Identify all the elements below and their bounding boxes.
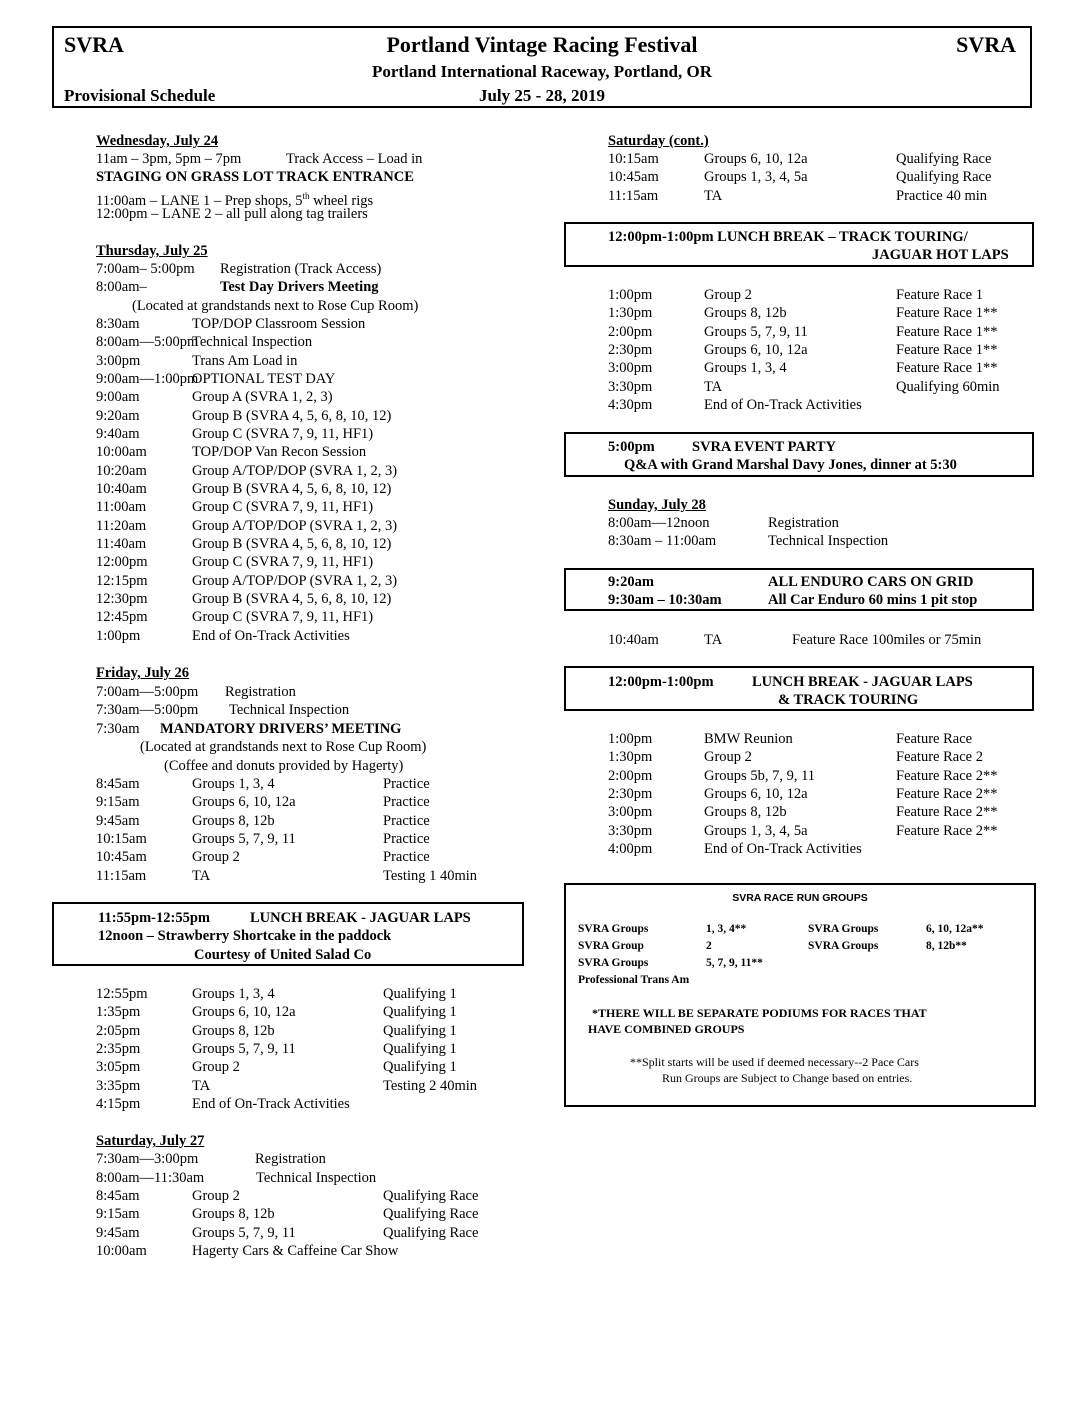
thu-reg-event: Registration (Track Access) xyxy=(220,261,382,277)
fri-row-1-col-2: Groups 1, 3, 4 xyxy=(192,776,275,792)
satc-pm-row-7-col-2: End of On-Track Activities xyxy=(704,396,862,413)
sun-reg-time: 8:00am—12noon xyxy=(608,515,710,531)
wed-staging: STAGING ON GRASS LOT TRACK ENTRANCE xyxy=(96,169,414,185)
fri-lunch-title: LUNCH BREAK - JAGUAR LAPS xyxy=(250,910,471,926)
satc-row-2-col-1: 10:45am xyxy=(608,169,659,186)
sun-row-7-col-2: End of On-Track Activities xyxy=(704,840,862,857)
run-groups-change-note: Run Groups are Subject to Change based on entries. xyxy=(662,1071,913,1085)
satc-row-1-col-1: 10:15am xyxy=(608,151,659,167)
party-box xyxy=(564,432,1034,477)
thu-row-4-col-2: OPTIONAL TEST DAY xyxy=(192,370,336,387)
fri-mtg-time: 7:30am xyxy=(96,721,140,737)
sun-row-3-col-2: Groups 5b, 7, 9, 11 xyxy=(704,767,816,784)
fri-row-6-col-3: Testing 1 40min xyxy=(383,867,478,884)
run-groups-title: SVRA RACE RUN GROUPS xyxy=(732,892,868,904)
day-heading-saturday-cont: Saturday (cont.) xyxy=(608,133,709,149)
fri-lunch-time: 11:55pm-12:55pm xyxy=(98,910,210,926)
fri-row-4-col-3: Practice xyxy=(383,830,430,847)
sun-row-1-col-2: BMW Reunion xyxy=(704,731,793,747)
sat-row-3-col-1: 9:45am xyxy=(96,1224,140,1241)
thu-mtg-event: Test Day Drivers Meeting xyxy=(220,279,379,295)
satc-pm-row-7-col-1: 4:30pm xyxy=(608,396,653,413)
fri-pm-row-1-col-1: 12:55pm xyxy=(96,986,148,1002)
group-value-4: 8, 12b** xyxy=(926,940,967,952)
sun-lunch-time: 12:00pm-1:00pm xyxy=(608,674,714,690)
thu-row-11-col-1: 11:00am xyxy=(96,499,147,516)
fri-mtg-coffee: (Coffee and donuts provided by Hagerty) xyxy=(164,758,404,774)
fri-row-3-col-1: 9:45am xyxy=(96,812,140,829)
thu-row-17-col-1: 12:45pm xyxy=(96,609,148,626)
thu-row-1-col-2: TOP/DOP Classroom Session xyxy=(192,316,366,332)
fri-pm-row-3-col-3: Qualifying 1 xyxy=(383,1022,457,1039)
podium-note-2: HAVE COMBINED GROUPS xyxy=(588,1022,745,1036)
thu-row-16-col-2: Group B (SVRA 4, 5, 6, 8, 10, 12) xyxy=(192,590,392,607)
sun-row-3-col-1: 2:00pm xyxy=(608,767,653,784)
thu-row-5-col-1: 9:00am xyxy=(96,389,140,406)
satc-row-1-col-2: Groups 6, 10, 12a xyxy=(704,151,808,167)
sat-row-4-col-2: Hagerty Cars & Caffeine Car Show xyxy=(192,1242,399,1259)
thu-row-15-col-1: 12:15pm xyxy=(96,572,148,589)
run-groups-box xyxy=(564,883,1036,1107)
fri-pm-row-1-col-3: Qualifying 1 xyxy=(383,986,457,1002)
fri-row-1-col-1: 8:45am xyxy=(96,776,140,792)
satc-row-2-col-2: Groups 1, 3, 4, 5a xyxy=(704,169,808,186)
sun-row-4-col-1: 2:30pm xyxy=(608,785,653,802)
sun-row-5-col-1: 3:00pm xyxy=(608,804,653,821)
sat-row-1-col-2: Group 2 xyxy=(192,1188,240,1204)
wed-event-1: Track Access – Load in xyxy=(286,151,423,167)
sun-row-5-col-2: Groups 8, 12b xyxy=(704,804,787,821)
party-details: Q&A with Grand Marshal Davy Jones, dinner at 5:30 xyxy=(624,457,957,473)
fri-pm-row-1-col-2: Groups 1, 3, 4 xyxy=(192,986,275,1002)
grid-event: ALL ENDURO CARS ON GRID xyxy=(768,574,974,590)
fri-pm-row-6-col-2: TA xyxy=(192,1077,211,1094)
thu-row-15-col-2: Group A/TOP/DOP (SVRA 1, 2, 3) xyxy=(192,572,398,589)
fri-pm-row-7-col-1: 4:15pm xyxy=(96,1095,141,1112)
enduro-box xyxy=(564,568,1034,611)
day-heading-saturday: Saturday, July 27 xyxy=(96,1133,205,1149)
party-title: SVRA EVENT PARTY xyxy=(692,439,836,455)
fri-row-1-col-3: Practice xyxy=(383,776,430,792)
thu-row-4-col-1: 9:00am—1:00pm xyxy=(96,370,199,387)
fri-row-2-col-2: Groups 6, 10, 12a xyxy=(192,794,296,811)
sat-row-2-col-2: Groups 8, 12b xyxy=(192,1206,275,1223)
sun-row-6-col-2: Groups 1, 3, 4, 5a xyxy=(704,822,808,839)
fri-pm-row-5-col-2: Group 2 xyxy=(192,1059,240,1076)
thu-row-17-col-2: Group C (SVRA 7, 9, 11, HF1) xyxy=(192,609,374,626)
split-start-note: **Split starts will be used if deemed necessary--2 Pace Cars xyxy=(630,1055,919,1069)
sat-row-2-col-1: 9:15am xyxy=(96,1206,140,1223)
sat-tech-event: Technical Inspection xyxy=(256,1170,377,1186)
fri-pm-row-2-col-3: Qualifying 1 xyxy=(383,1004,457,1021)
fri-lunch-shortcake: 12noon – Strawberry Shortcake in the paddock xyxy=(98,928,392,944)
sat-row-1-col-3: Qualifying Race xyxy=(383,1188,479,1204)
satc-row-3-col-1: 11:15am xyxy=(608,187,659,204)
satc-pm-row-6-col-3: Qualifying 60min xyxy=(896,378,1000,395)
fri-row-3-col-3: Practice xyxy=(383,812,430,829)
fri-reg-time: 7:00am—5:00pm xyxy=(96,684,199,700)
thu-row-8-col-1: 10:00am xyxy=(96,444,147,461)
fri-pm-row-2-col-1: 1:35pm xyxy=(96,1004,141,1021)
schedule-status: Provisional Schedule xyxy=(64,86,216,105)
fri-row-6-col-2: TA xyxy=(192,867,211,884)
satc-row-3-col-3: Practice 40 min xyxy=(896,187,988,204)
sat-lunch-box xyxy=(564,222,1034,267)
header-right-org: SVRA xyxy=(956,32,1016,57)
fri-row-5-col-1: 10:45am xyxy=(96,849,147,866)
venue: Portland International Raceway, Portland, OR xyxy=(372,62,712,81)
satc-row-1-col-3: Qualifying Race xyxy=(896,151,992,167)
fri-pm-row-2-col-2: Groups 6, 10, 12a xyxy=(192,1004,296,1021)
thu-mtg-time: 8:00am– xyxy=(96,279,147,295)
satc-pm-row-3-col-1: 2:00pm xyxy=(608,323,653,340)
sun-row-2-col-3: Feature Race 2 xyxy=(896,749,983,766)
wed-lane-1: 11:00am – LANE 1 – Prep shops, 5th wheel rigs xyxy=(96,191,374,209)
sun-row-6-col-1: 3:30pm xyxy=(608,822,653,839)
thu-row-6-col-1: 9:20am xyxy=(96,407,140,424)
fri-row-6-col-1: 11:15am xyxy=(96,867,147,884)
day-heading-sunday: Sunday, July 28 xyxy=(608,497,706,513)
enduro-time: 9:30am – 10:30am xyxy=(608,592,722,608)
fri-mtg-location: (Located at grandstands next to Rose Cup Room) xyxy=(140,739,427,755)
fri-row-4-col-1: 10:15am xyxy=(96,830,147,847)
thu-row-12-col-2: Group A/TOP/DOP (SVRA 1, 2, 3) xyxy=(192,517,398,534)
group-label-3: SVRA Group xyxy=(578,940,644,952)
thu-row-7-col-2: Group C (SVRA 7, 9, 11, HF1) xyxy=(192,425,374,442)
group-label-2: SVRA Groups xyxy=(808,923,879,935)
satc-pm-row-3-col-3: Feature Race 1** xyxy=(896,323,998,340)
thu-row-10-col-1: 10:40am xyxy=(96,480,147,497)
thu-row-3-col-1: 3:00pm xyxy=(96,352,141,369)
thu-row-13-col-2: Group B (SVRA 4, 5, 6, 8, 10, 12) xyxy=(192,535,392,552)
sat-row-2-col-3: Qualifying Race xyxy=(383,1206,479,1223)
fri-pm-row-5-col-1: 3:05pm xyxy=(96,1059,141,1076)
group-label-1: SVRA Groups xyxy=(578,923,649,935)
fri-mtg-event: MANDATORY DRIVERS’ MEETING xyxy=(160,721,402,737)
sun-ta-time: 10:40am xyxy=(608,632,659,648)
sat-reg-time: 7:30am—3:00pm xyxy=(96,1151,199,1167)
sun-row-4-col-2: Groups 6, 10, 12a xyxy=(704,785,808,802)
group-value-3: 2 xyxy=(706,940,712,952)
fri-row-2-col-3: Practice xyxy=(383,794,430,811)
header-left-org: SVRA xyxy=(64,32,124,57)
sat-lunch-line-1: 12:00pm-1:00pm LUNCH BREAK – TRACK TOURING/ xyxy=(608,229,968,245)
thu-row-7-col-1: 9:40am xyxy=(96,425,140,442)
thu-row-10-col-2: Group B (SVRA 4, 5, 6, 8, 10, 12) xyxy=(192,480,392,497)
sun-row-1-col-1: 1:00pm xyxy=(608,731,653,747)
thu-row-12-col-1: 11:20am xyxy=(96,517,147,534)
sun-row-6-col-3: Feature Race 2** xyxy=(896,822,998,839)
wed-lane-2: 12:00pm – LANE 2 – all pull along tag trailers xyxy=(96,206,368,222)
sat-row-1-col-1: 8:45am xyxy=(96,1188,140,1204)
group-label-5: SVRA Groups xyxy=(578,957,649,969)
fri-pm-row-3-col-1: 2:05pm xyxy=(96,1022,141,1039)
thu-row-3-col-2: Trans Am Load in xyxy=(192,352,298,369)
thu-row-2-col-2: Technical Inspection xyxy=(192,334,313,351)
fri-pm-row-4-col-3: Qualifying 1 xyxy=(383,1040,457,1057)
sun-tech-time: 8:30am – 11:00am xyxy=(608,533,717,549)
event-dates: July 25 - 28, 2019 xyxy=(478,86,606,105)
satc-pm-row-5-col-3: Feature Race 1** xyxy=(896,360,998,377)
sun-row-2-col-1: 1:30pm xyxy=(608,749,653,766)
sat-row-3-col-2: Groups 5, 7, 9, 11 xyxy=(192,1224,296,1241)
satc-pm-row-2-col-3: Feature Race 1** xyxy=(896,305,998,322)
sun-lunch-title: LUNCH BREAK - JAGUAR LAPS xyxy=(752,674,973,690)
thu-row-18-col-1: 1:00pm xyxy=(96,627,141,644)
satc-pm-row-1-col-1: 1:00pm xyxy=(608,287,653,303)
thu-row-1-col-1: 8:30am xyxy=(96,316,140,332)
group-value-2: 6, 10, 12a** xyxy=(926,923,984,935)
party-time: 5:00pm xyxy=(608,439,655,455)
fri-reg-event: Registration xyxy=(225,684,296,700)
fri-tech-event: Technical Inspection xyxy=(229,702,350,718)
fri-pm-row-4-col-2: Groups 5, 7, 9, 11 xyxy=(192,1040,296,1057)
sun-ta-event: Feature Race 100miles or 75min xyxy=(792,632,982,648)
sat-tech-time: 8:00am—11:30am xyxy=(96,1170,205,1186)
satc-pm-row-4-col-1: 2:30pm xyxy=(608,341,653,358)
group-label-4: SVRA Groups xyxy=(808,940,879,952)
sun-row-2-col-2: Group 2 xyxy=(704,749,752,766)
group-value-5: 5, 7, 9, 11** xyxy=(706,957,763,969)
sun-lunch-box xyxy=(564,666,1034,711)
sun-reg-event: Registration xyxy=(768,515,839,531)
satc-pm-row-5-col-2: Groups 1, 3, 4 xyxy=(704,360,787,377)
podium-note-1: *THERE WILL BE SEPARATE PODIUMS FOR RACES THAT xyxy=(592,1006,927,1020)
header-box xyxy=(52,26,1032,108)
sun-lunch-touring: & TRACK TOURING xyxy=(778,692,919,708)
fri-row-4-col-2: Groups 5, 7, 9, 11 xyxy=(192,830,296,847)
sun-ta-group: TA xyxy=(704,632,723,648)
sun-row-1-col-3: Feature Race xyxy=(896,731,973,747)
group-trans-am: Professional Trans Am xyxy=(578,974,690,986)
wed-time-1: 11am – 3pm, 5pm – 7pm xyxy=(96,151,242,167)
thu-row-13-col-1: 11:40am xyxy=(96,535,147,552)
sun-row-4-col-3: Feature Race 2** xyxy=(896,785,998,802)
satc-pm-row-5-col-1: 3:00pm xyxy=(608,360,653,377)
fri-pm-row-6-col-1: 3:35pm xyxy=(96,1077,141,1094)
fri-row-5-col-2: Group 2 xyxy=(192,849,240,866)
sun-row-3-col-3: Feature Race 2** xyxy=(896,767,998,784)
day-heading-friday: Friday, July 26 xyxy=(96,665,190,681)
fri-row-5-col-3: Practice xyxy=(383,849,430,866)
satc-row-3-col-2: TA xyxy=(704,187,723,204)
sun-row-5-col-3: Feature Race 2** xyxy=(896,804,998,821)
thu-reg-time: 7:00am– 5:00pm xyxy=(96,261,195,277)
sat-reg-event: Registration xyxy=(255,1151,326,1167)
thu-row-8-col-2: TOP/DOP Van Recon Session xyxy=(192,444,367,461)
satc-pm-row-6-col-2: TA xyxy=(704,378,723,395)
satc-pm-row-6-col-1: 3:30pm xyxy=(608,378,653,395)
page-title: Portland Vintage Racing Festival xyxy=(386,32,698,57)
fri-row-3-col-2: Groups 8, 12b xyxy=(192,812,275,829)
fri-row-2-col-1: 9:15am xyxy=(96,794,140,811)
thu-row-14-col-1: 12:00pm xyxy=(96,554,148,571)
satc-pm-row-3-col-2: Groups 5, 7, 9, 11 xyxy=(704,323,808,340)
sat-lunch-line-2: JAGUAR HOT LAPS xyxy=(872,247,1009,263)
satc-pm-row-1-col-3: Feature Race 1 xyxy=(896,287,983,303)
sun-tech-event: Technical Inspection xyxy=(768,533,889,549)
fri-lunch-courtesy: Courtesy of United Salad Co xyxy=(194,947,372,963)
enduro-event: All Car Enduro 60 mins 1 pit stop xyxy=(768,592,978,608)
satc-pm-row-4-col-2: Groups 6, 10, 12a xyxy=(704,341,808,358)
fri-pm-row-5-col-3: Qualifying 1 xyxy=(383,1059,457,1076)
grid-time: 9:20am xyxy=(608,574,654,590)
thu-row-11-col-2: Group C (SVRA 7, 9, 11, HF1) xyxy=(192,499,374,516)
thu-row-9-col-2: Group A/TOP/DOP (SVRA 1, 2, 3) xyxy=(192,462,398,479)
satc-pm-row-2-col-1: 1:30pm xyxy=(608,305,653,322)
fri-pm-row-3-col-2: Groups 8, 12b xyxy=(192,1022,275,1039)
thu-row-9-col-1: 10:20am xyxy=(96,462,147,479)
day-heading-thursday: Thursday, July 25 xyxy=(96,243,208,259)
thu-row-14-col-2: Group C (SVRA 7, 9, 11, HF1) xyxy=(192,554,374,571)
sat-row-3-col-3: Qualifying Race xyxy=(383,1224,479,1241)
thu-row-2-col-1: 8:00am—5:00pm xyxy=(96,334,199,351)
fri-pm-row-6-col-3: Testing 2 40min xyxy=(383,1077,478,1094)
satc-pm-row-1-col-2: Group 2 xyxy=(704,287,752,303)
thu-row-6-col-2: Group B (SVRA 4, 5, 6, 8, 10, 12) xyxy=(192,407,392,424)
satc-pm-row-2-col-2: Groups 8, 12b xyxy=(704,305,787,322)
fri-lunch-box xyxy=(52,902,524,966)
satc-pm-row-4-col-3: Feature Race 1** xyxy=(896,341,998,358)
group-value-1: 1, 3, 4** xyxy=(706,923,747,935)
thu-mtg-location: (Located at grandstands next to Rose Cup Room) xyxy=(132,298,419,314)
fri-tech-time: 7:30am—5:00pm xyxy=(96,702,199,718)
sun-row-7-col-1: 4:00pm xyxy=(608,840,653,857)
thu-row-5-col-2: Group A (SVRA 1, 2, 3) xyxy=(192,389,333,406)
thu-row-16-col-1: 12:30pm xyxy=(96,590,148,607)
sat-row-4-col-1: 10:00am xyxy=(96,1242,147,1259)
fri-pm-row-7-col-2: End of On-Track Activities xyxy=(192,1095,350,1112)
fri-pm-row-4-col-1: 2:35pm xyxy=(96,1040,141,1057)
day-heading-wednesday: Wednesday, July 24 xyxy=(96,133,219,149)
thu-row-18-col-2: End of On-Track Activities xyxy=(192,627,350,644)
satc-row-2-col-3: Qualifying Race xyxy=(896,169,992,186)
